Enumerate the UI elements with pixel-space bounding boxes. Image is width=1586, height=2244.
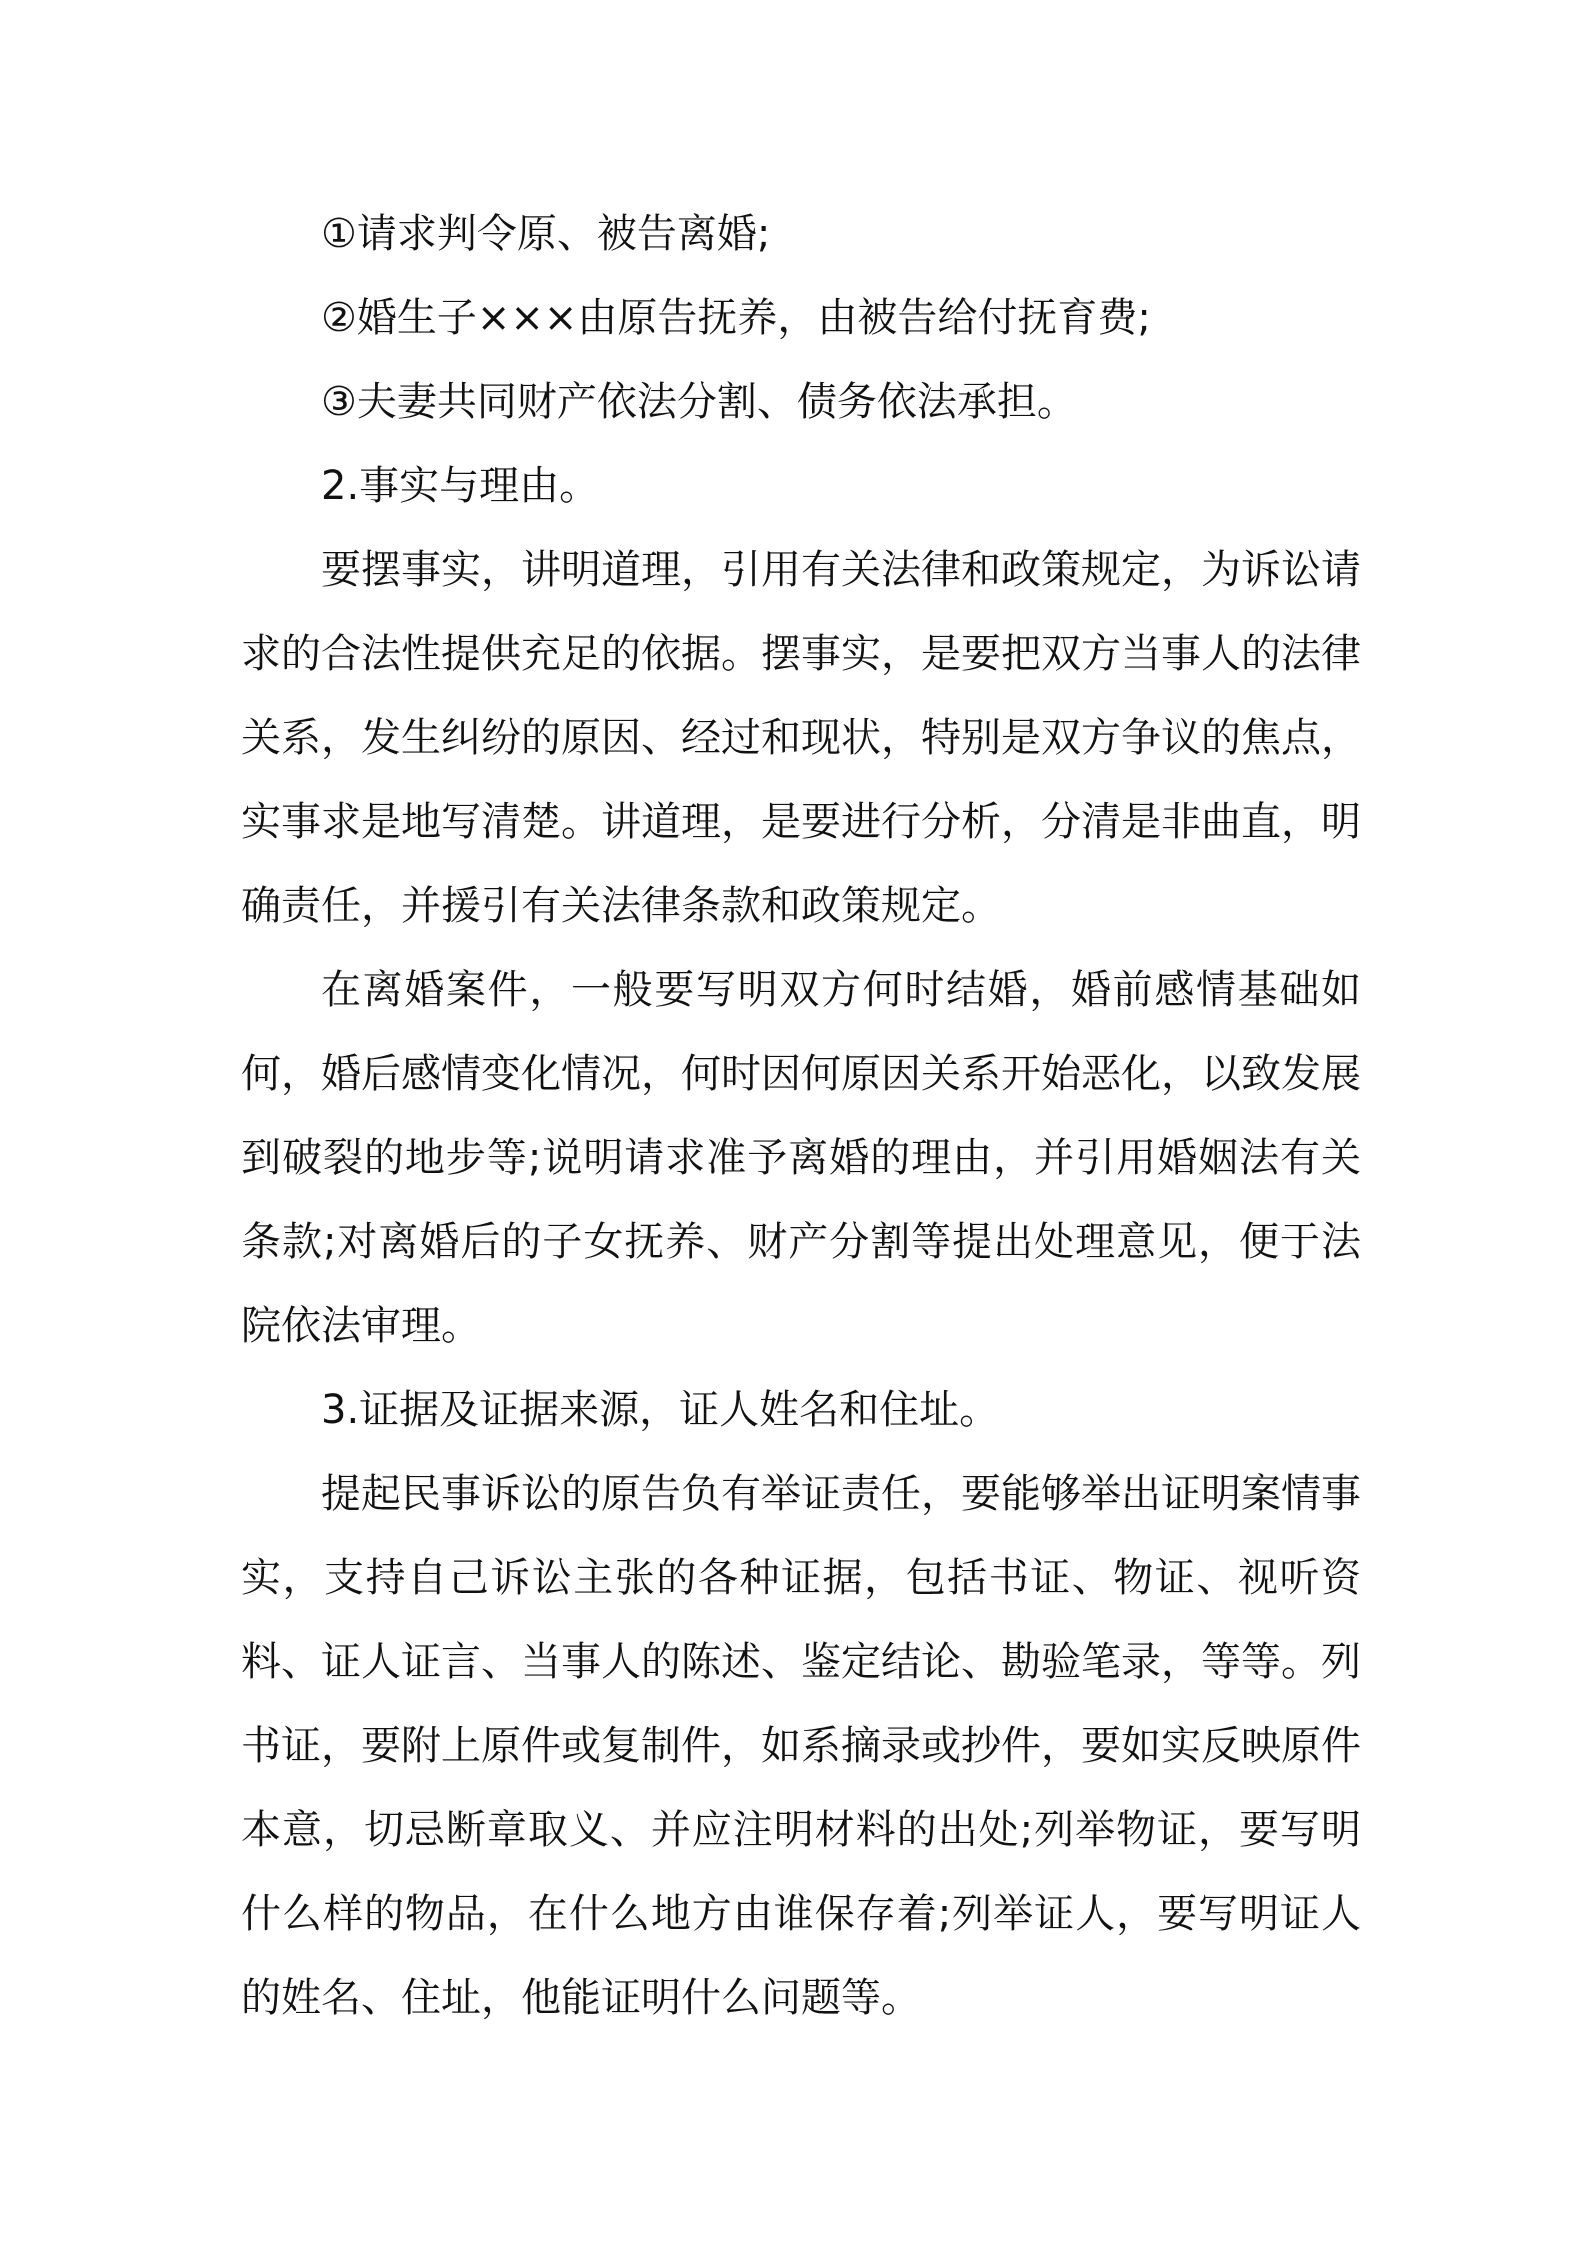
document-body — [241, 192, 1361, 2040]
request-item-1: ①请求判令原、被告离婚; — [321, 211, 771, 257]
request-item-2: ②婚生子×××由原告抚养，由被告给付抚育费; — [321, 295, 1151, 341]
section-heading-evidence: 3.证据及证据来源，证人姓名和住址。 — [321, 1387, 1000, 1433]
paragraph-facts-reasons: 要摆事实，讲明道理，引用有关法律和政策规定，为诉讼请求的合法性提供充足的依据。摆事实，是要把双方当事人的法律关系，发生纠纷的原因、经过和现状，特别是双方争议的焦点，实事求是地写清楚。讲道理，是要进行分析，分清是非曲直，明确责任，并援引有关法律条款和政策规定。 — [241, 547, 1361, 929]
request-item-3: ③夫妻共同财产依法分割、债务依法承担。 — [321, 379, 1077, 425]
paragraph-evidence: 提起民事诉讼的原告负有举证责任，要能够举出证明案情事实，支持自己诉讼主张的各种证据，包括书证、物证、视听资料、证人证言、当事人的陈述、鉴定结论、勘验笔录，等等。列书证，要附上原件或复制件，如系摘录或抄件，要如实反映原件本意，切忌断章取义、并应注明材料的出处;列举物证，要写明什么样的物品，在什么地方由谁保存着;列举证人，要写明证人的姓名、住址，他能证明什么问题等。 — [241, 1471, 1361, 2021]
section-heading-facts-reasons: 2.事实与理由。 — [321, 463, 600, 509]
paragraph-divorce-cases: 在离婚案件，一般要写明双方何时结婚，婚前感情基础如何，婚后感情变化情况，何时因何原因关系开始恶化，以致发展到破裂的地步等;说明请求准予离婚的理由，并引用婚姻法有关条款;对离婚后的子女抚养、财产分割等提出处理意见，便于法院依法审理。 — [241, 967, 1361, 1349]
